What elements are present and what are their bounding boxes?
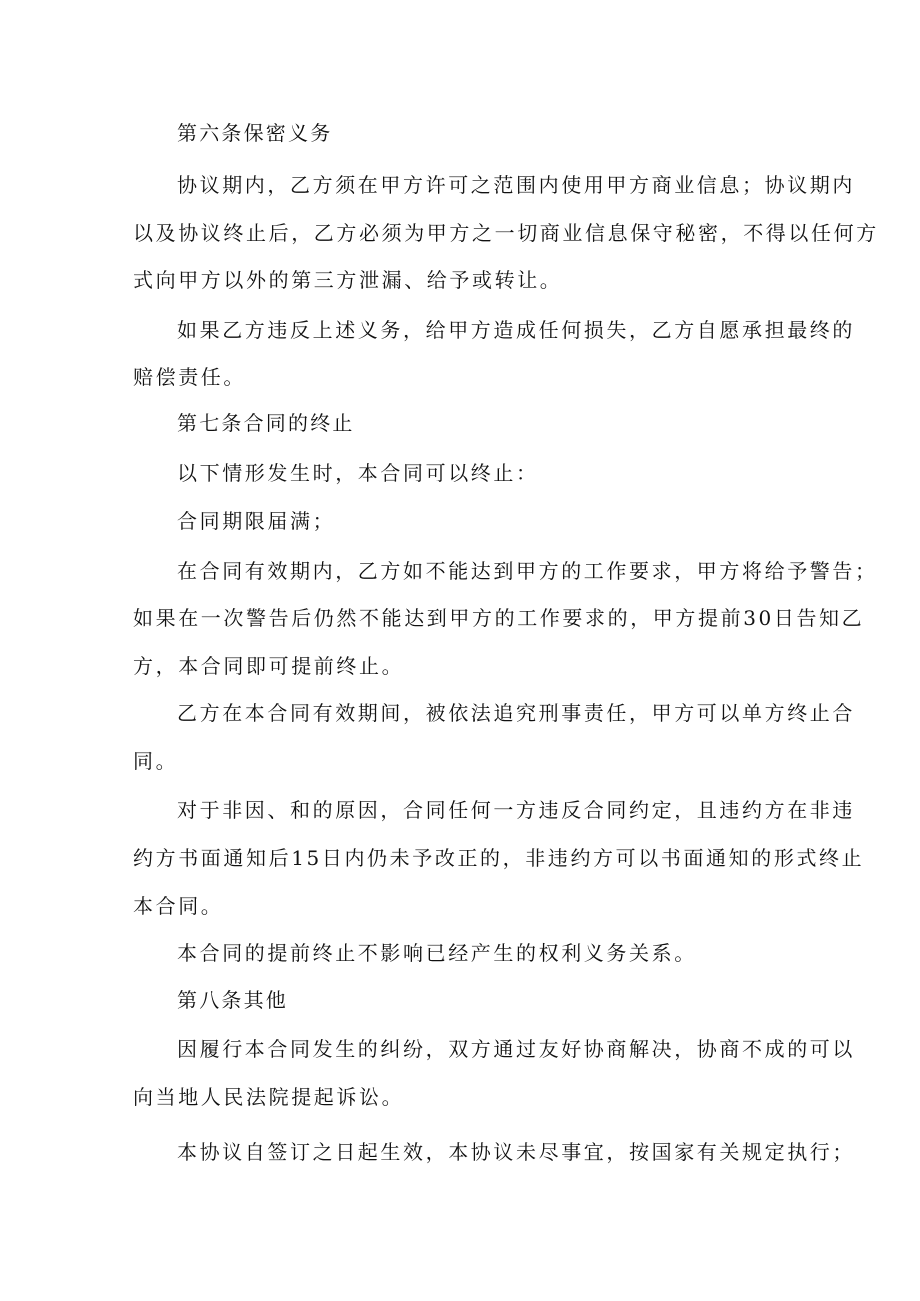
paragraph-line: 在合同有效期内，乙方如不能达到甲方的工作要求，甲方将给予警告； — [177, 559, 878, 583]
paragraph-line: 合同期限届满； — [177, 509, 336, 533]
section-heading-6: 第六条保密义务 — [177, 121, 333, 145]
paragraph-line: 以及协议终止后，乙方必须为甲方之一切商业信息保守秘密，不得以任何方 — [133, 221, 879, 245]
paragraph-line: 因履行本合同发生的纠纷，双方通过友好协商解决，协商不成的可以 — [177, 1037, 855, 1061]
paragraph-line: 本合同。 — [133, 894, 224, 918]
paragraph-line: 同。 — [133, 749, 179, 773]
paragraph-line: 乙方在本合同有效期间，被依法追究刑事责任，甲方可以单方终止合 — [177, 701, 855, 725]
paragraph-line: 约方书面通知后15日内仍未予改正的，非违约方可以书面通知的形式终止 — [133, 846, 865, 870]
section-heading-8: 第八条其他 — [177, 988, 288, 1012]
paragraph-line: 式向甲方以外的第三方泄漏、给予或转让。 — [133, 268, 563, 292]
paragraph-line: 本协议自签订之日起生效，本协议未尽事宜，按国家有关规定执行； — [177, 1140, 855, 1164]
paragraph-line: 赔偿责任。 — [133, 365, 246, 389]
paragraph-line: 以下情形发生时，本合同可以终止： — [177, 461, 539, 485]
paragraph-line: 本合同的提前终止不影响已经产生的权利义务关系。 — [177, 941, 697, 965]
section-heading-7: 第七条合同的终止 — [177, 411, 355, 435]
paragraph-line: 向当地人民法院提起诉讼。 — [133, 1085, 405, 1109]
paragraph-line: 协议期内，乙方须在甲方许可之范围内使用甲方商业信息；协议期内 — [177, 173, 855, 197]
paragraph-line: 如果在一次警告后仍然不能达到甲方的工作要求的，甲方提前30日告知乙 — [133, 606, 865, 630]
paragraph-line: 如果乙方违反上述义务，给甲方造成任何损失，乙方自愿承担最终的 — [177, 318, 855, 342]
paragraph-line: 对于非因、和的原因，合同任何一方违反合同约定，且违约方在非违 — [177, 798, 855, 822]
paragraph-line: 方，本合同即可提前终止。 — [133, 654, 405, 678]
